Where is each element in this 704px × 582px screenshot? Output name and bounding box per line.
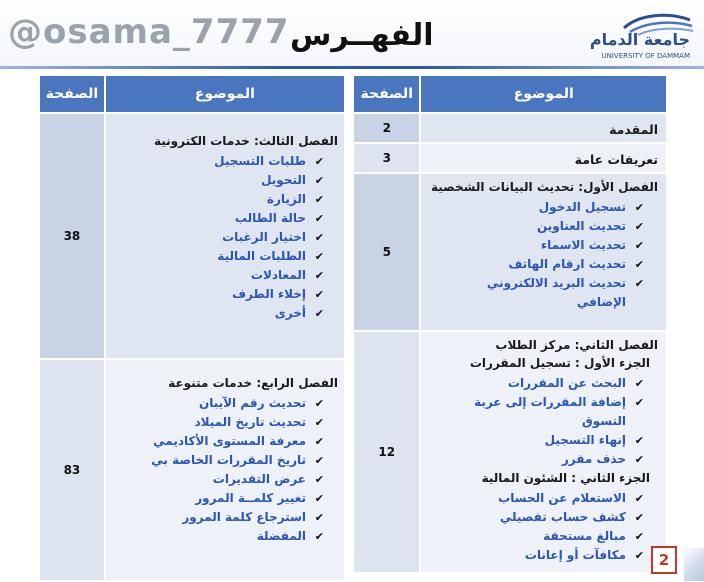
checkmark-icon: ✔ — [634, 258, 644, 271]
checkmark-icon: ✔ — [314, 511, 324, 524]
list-item: ✔ تاريخ المقررات الخاصة بي — [110, 451, 324, 470]
checkmark-icon: ✔ — [634, 549, 644, 562]
list-item: ✔ البحث عن المقررات — [425, 374, 644, 393]
checkmark-icon: ✔ — [314, 397, 324, 410]
corner-decoration — [684, 548, 704, 581]
topic-label: المقدمة — [609, 122, 658, 137]
table-row — [39, 113, 345, 359]
slide-page-number: 2 — [651, 546, 677, 574]
checkmark-icon: ✔ — [314, 212, 324, 225]
page-cell: 12 — [353, 331, 420, 573]
topic-label: تعريفات عامة — [574, 152, 658, 167]
column-header-page: الصفحة — [353, 75, 420, 113]
checkmark-icon: ✔ — [314, 530, 324, 543]
checkmark-icon: ✔ — [634, 530, 644, 543]
list-item: ✔ إنهاء التسجيل — [425, 431, 644, 450]
checkmark-icon: ✔ — [634, 492, 644, 505]
list-item: ✔ عرض التقديرات — [110, 470, 324, 489]
checkmark-icon: ✔ — [314, 288, 324, 301]
list-item: ✔ المفضلة — [110, 527, 324, 546]
toc-table-right — [352, 74, 668, 574]
university-logo — [589, 10, 698, 62]
watermark: @osama_7777 — [8, 12, 290, 52]
checkmark-icon: ✔ — [314, 307, 324, 320]
list-item: ✔ طلبات التسجيل — [110, 152, 324, 171]
list-item: ✔ استرجاع كلمة المرور — [110, 508, 324, 527]
list-item: ✔ تحديث الاسماء — [425, 236, 644, 255]
item-list — [425, 489, 658, 565]
column-header-topic: الموضوع — [105, 75, 345, 113]
page-title: الفهــرس — [290, 18, 434, 53]
part-title: الجزء الثاني : الشئون المالية — [481, 471, 650, 485]
list-item: ✔ حالة الطالب — [110, 209, 324, 228]
list-item: ✔ أخرى — [110, 304, 324, 323]
list-item: ✔ تحديث البريد الالكتروني الإضافي — [486, 276, 644, 309]
checkmark-icon: ✔ — [634, 434, 644, 447]
checkmark-icon: ✔ — [634, 201, 644, 214]
topic-cell — [105, 359, 345, 581]
checkmark-icon: ✔ — [314, 416, 324, 429]
chapter-title: الفصل الأول: تحديث البيانات الشخصية — [431, 180, 658, 194]
table-row — [353, 173, 667, 331]
list-item: ✔ إضافة المقررات إلى عربة التسوق — [474, 395, 644, 428]
table-row — [353, 113, 667, 143]
logo-english-text: UNIVERSITY OF DAMMAM — [601, 52, 690, 60]
list-item: ✔ إخلاء الطرف — [110, 285, 324, 304]
list-item: ✔ تسجيل الدخول — [425, 198, 644, 217]
column-header-page: الصفحة — [39, 75, 105, 113]
list-item: ✔ تحديث ارقام الهاتف — [425, 255, 644, 274]
table-row — [353, 331, 667, 573]
topic-cell — [420, 113, 667, 143]
checkmark-icon: ✔ — [634, 239, 644, 252]
column-header-topic: الموضوع — [420, 75, 667, 113]
chapter-title: الفصل الرابع: خدمات متنوعة — [168, 376, 338, 390]
checkmark-icon: ✔ — [314, 435, 324, 448]
header-bar — [0, 0, 704, 68]
checkmark-icon: ✔ — [634, 377, 644, 390]
checkmark-icon: ✔ — [634, 453, 644, 466]
list-item: ✔ مكافآت أو إعانات — [425, 546, 644, 565]
list-item: ✔ اختيار الرغبات — [110, 228, 324, 247]
header-divider — [0, 66, 704, 69]
checkmark-icon: ✔ — [314, 250, 324, 263]
page-cell: 83 — [39, 359, 105, 581]
chapter-title: الفصل الثالث: خدمات الكترونية — [153, 134, 338, 148]
checkmark-icon: ✔ — [314, 193, 324, 206]
list-item: ✔ التحويل — [110, 171, 324, 190]
list-item: ✔ تحديث تاريخ الميلاد — [110, 413, 324, 432]
checkmark-icon: ✔ — [314, 174, 324, 187]
list-item: ✔ معرفة المستوى الأكاديمي — [110, 432, 324, 451]
logo-arabic-text: جامعة الدمام — [589, 30, 690, 49]
table-row — [353, 143, 667, 173]
item-list — [425, 198, 658, 312]
topic-cell — [420, 173, 667, 331]
topic-cell — [420, 331, 667, 573]
list-item: ✔ الطلبات المالية — [110, 247, 324, 266]
item-list — [425, 374, 658, 469]
page-cell: 5 — [353, 173, 420, 331]
checkmark-icon: ✔ — [634, 396, 644, 409]
toc-table-left — [38, 74, 346, 582]
checkmark-icon: ✔ — [314, 155, 324, 168]
checkmark-icon: ✔ — [634, 511, 644, 524]
list-item: ✔ الاستعلام عن الحساب — [425, 489, 644, 508]
page-cell: 3 — [353, 143, 420, 173]
chapter-title: الفصل الثاني: مركز الطلاب — [495, 338, 658, 352]
item-list — [110, 152, 338, 323]
list-item: ✔ مبالغ مستحقة — [425, 527, 644, 546]
checkmark-icon: ✔ — [314, 473, 324, 486]
list-item: ✔ تحديث رقم الآيبان — [110, 394, 324, 413]
list-item: ✔ تغيير كلمــة المرور — [110, 489, 324, 508]
list-item: ✔ الزيارة — [110, 190, 324, 209]
checkmark-icon: ✔ — [314, 454, 324, 467]
checkmark-icon: ✔ — [634, 220, 644, 233]
list-item: ✔ حذف مقرر — [425, 450, 644, 469]
topic-cell — [105, 113, 345, 359]
part-title: الجزء الأول : تسجيل المقررات — [469, 356, 650, 370]
list-item: ✔ تحديث العناوين — [425, 217, 644, 236]
checkmark-icon: ✔ — [314, 231, 324, 244]
topic-cell — [420, 143, 667, 173]
page-cell: 2 — [353, 113, 420, 143]
page-cell: 38 — [39, 113, 105, 359]
list-item: ✔ كشف حساب تفصيلي — [425, 508, 644, 527]
checkmark-icon: ✔ — [634, 277, 644, 290]
table-row — [39, 359, 345, 581]
table-header-row — [353, 75, 667, 113]
table-header-row — [39, 75, 345, 113]
checkmark-icon: ✔ — [314, 492, 324, 505]
item-list — [110, 394, 338, 546]
checkmark-icon: ✔ — [314, 269, 324, 282]
list-item: ✔ المعادلات — [110, 266, 324, 285]
